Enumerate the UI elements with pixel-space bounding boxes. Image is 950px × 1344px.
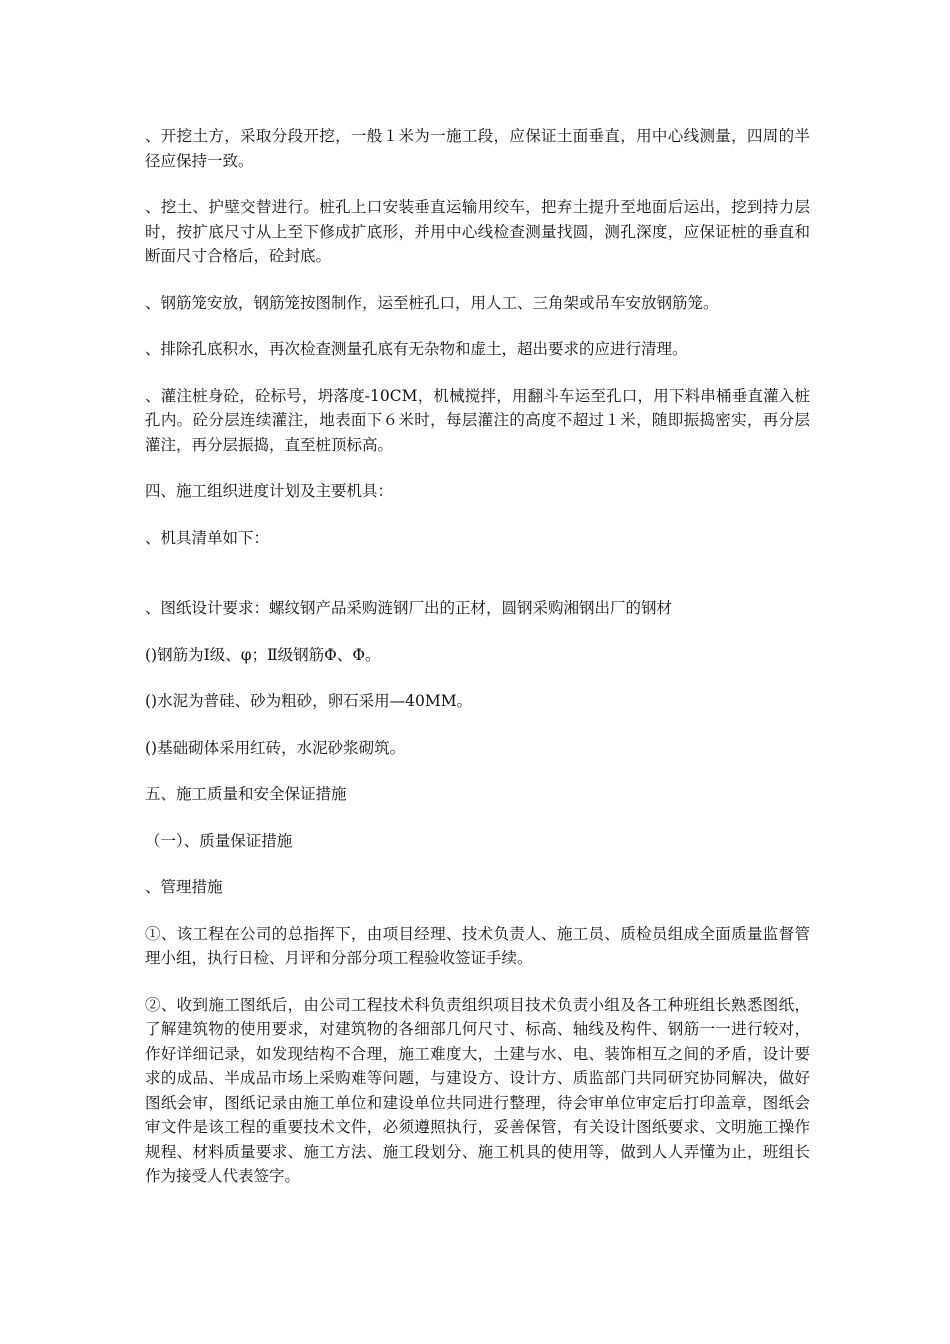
- paragraph-drain-water: 、排除孔底积水，再次检查测量孔底有无杂物和虚土，超出要求的应进行清理。: [145, 340, 688, 358]
- paragraph-retaining-wall: 、挖土、护壁交替进行。桩孔上口安装垂直运输用绞车，把弃土提升至地面后运出，挖到持力层时，按扩底尺寸从上至下修成扩底形，并用中心线检查测量找圆，测孔深度，应保证桩的垂直和断面尺寸合格后，砼封底。: [145, 198, 810, 265]
- paragraph-masonry: ()基础砌体采用红砖，水泥砂浆砌筑。: [145, 738, 406, 757]
- paragraph-excavation: 、开挖土方，采取分段开挖，一般１米为一施工段，应保证土面垂直，用中心线测量，四周的半径应保持一致。: [145, 127, 810, 170]
- paragraph-concrete-pouring: 、灌注桩身砼，砼标号，坍落度-10CM，机械搅拌，用翻斗车运至孔口，用下料串桶垂直灌入桩孔内。砼分层连续灌注，地表面下６米时，每层灌注的高度不超过１米，随即振捣密实，再分层灌注，再分层振捣，直至桩顶标高。: [145, 386, 810, 454]
- document-body: [145, 124, 810, 1211]
- paragraph-rebar-grade: ()钢筋为Ⅰ级、φ；Ⅱ级钢筋Φ、Φ。: [145, 645, 381, 664]
- blank-space: [145, 572, 810, 596]
- section-heading-quality-safety: 五、施工质量和安全保证措施: [145, 785, 347, 803]
- paragraph-drawing-requirements: 、图纸设计要求：螺纹钢产品采购涟钢厂出的正材，圆钢采购湘钢出厂的钢材: [145, 599, 673, 617]
- paragraph-drawing-review: ②、收到施工图纸后，由公司工程技术科负责组织项目技术负责小组及各工种班组长熟悉图纸，了解建筑物的使用要求，对建筑物的各细部几何尺寸、标高、轴线及构件、钢筋一一进行较对，作好详细记录，如发现结构不合理，施工难度大，土建与水、电、装饰相互之间的矛盾，设计要求的成品、半成品市场上采购难等问题，与建设方、设计方、质监部门共同研究协同解决，做好图纸会审，图纸记录由施工单位和建设单位共同进行整理，待会审单位审定后打印盖章，图纸会审文件是该工程的重要技术文件，必须遵照执行，妥善保管，有关设计图纸要求、文明施工操作规程、材料质量要求、施工方法、施工段划分、施工机具的使用等，做到人人弄懂为止，班组长作为接受人代表签字。: [145, 995, 810, 1185]
- paragraph-supervision-team: ①、该工程在公司的总指挥下，由项目经理、技术负责人、施工员、质检员组成全面质量监督管理小组，执行日检、月评和分部分项工程验收签证手续。: [145, 924, 810, 967]
- subsection-heading-quality: （一）、质量保证措施: [145, 831, 293, 850]
- paragraph-rebar-cage: 、钢筋笼安放，钢筋笼按图制作，运至桩孔口，用人工、三角架或吊车安放钢筋笼。: [145, 293, 719, 312]
- section-heading-schedule: 四、施工组织进度计划及主要机具：: [145, 482, 394, 500]
- paragraph-equipment-list: 、机具清单如下：: [145, 528, 270, 547]
- paragraph-cement-sand: ()水泥为普硅、砂为粗砂，卵石采用—40MM。: [145, 692, 473, 710]
- subsection-heading-management: 、管理措施: [145, 878, 223, 896]
